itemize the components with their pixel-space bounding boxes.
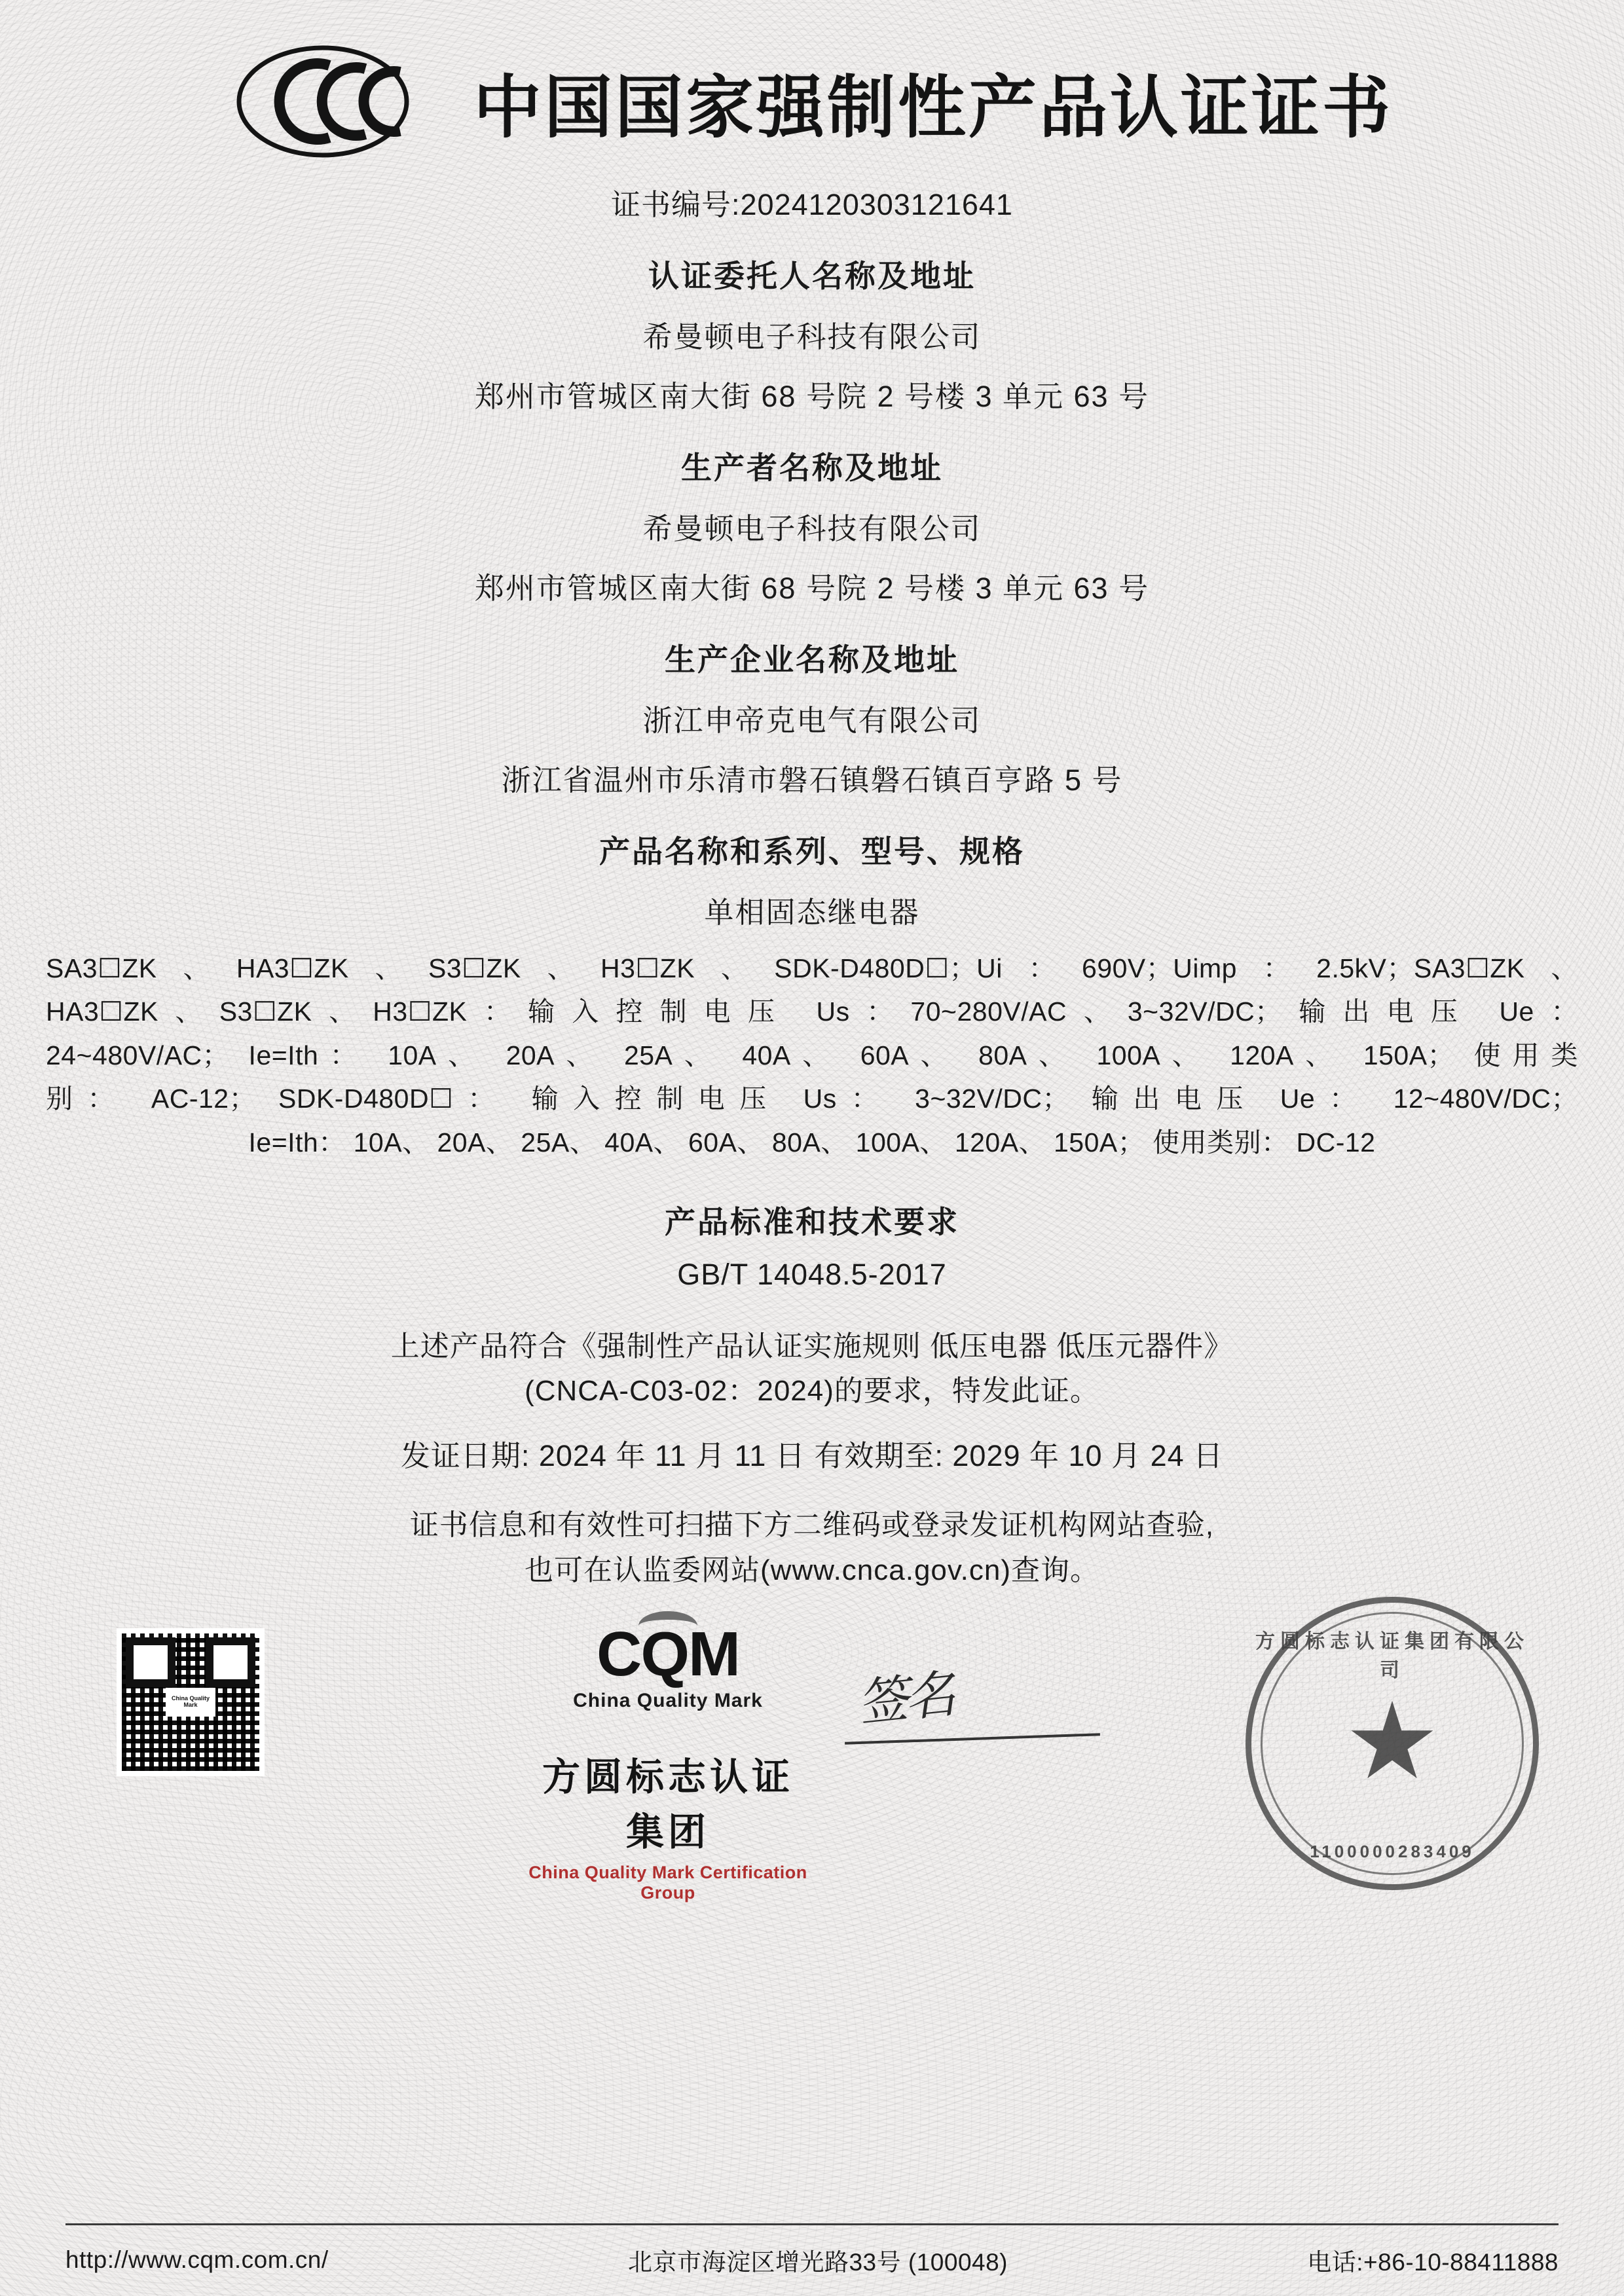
standard-label: 产品标准和技术要求	[665, 1205, 959, 1240]
spec-line: 24~480V/AC； Ie=Ith： 10A、 20A、 25A、 40A、 60A、 80A、 100A、 120A、 150A； 使用类	[46, 1040, 1578, 1070]
product-name: 单相固态继电器	[704, 896, 920, 929]
producer-label: 生产者名称及地址	[681, 450, 943, 485]
page-title: 中国国家强制性产品认证证书	[473, 70, 1393, 146]
compliance-statement	[39, 1324, 1585, 1413]
official-seal	[1246, 1597, 1539, 1890]
product-spec-block	[39, 947, 1585, 1164]
qr-center-label: China Quality Mark	[166, 1688, 215, 1717]
manufacturer-address: 浙江省温州市乐清市磐石镇磐石镇百亨路 5 号	[501, 763, 1123, 797]
cqm-chinese-name: 方圆标志认证集团	[542, 1755, 794, 1853]
statement-line-1: 上述产品符合《强制性产品认证实施规则 低压电器 低压元器件》	[390, 1330, 1234, 1363]
spec-line: SA3☐ZK、HA3☐ZK、S3☐ZK、H3☐ZK、SDK-D480D☐；Ui：690V；Uimp：2.5kV；SA3☐ZK、	[46, 953, 1578, 983]
applicant-name: 希曼顿电子科技有限公司	[642, 320, 982, 354]
producer-name: 希曼顿电子科技有限公司	[642, 512, 982, 545]
issue-and-expiry-dates: 发证日期: 2024 年 11 月 11 日 有效期至: 2029 年 10 月 24 日	[400, 1439, 1224, 1473]
spec-line: 别： AC-12； SDK-D480D☐： 输入控制电压 Us： 3~32V/DC； 输出电压 Ue： 12~480V/DC；	[46, 1084, 1578, 1114]
footer-divider	[65, 2223, 1559, 2225]
manufacturer-name: 浙江申帝克电气有限公司	[642, 704, 982, 737]
ccc-logo-icon	[231, 39, 447, 164]
statement-line-2: (CNCA-C03-02：2024)的要求，特发此证。	[525, 1375, 1099, 1408]
footer-address: 北京市海淀区增光路33号 (100048)	[627, 2249, 1008, 2276]
cqm-arc-icon	[638, 1611, 697, 1637]
verification-line-2: 也可在认监委网站(www.cnca.gov.cn)查询。	[525, 1554, 1099, 1586]
spec-line: Ie=Ith： 10A、 20A、 25A、 40A、 60A、 80A、 100A、 120A、 150A； 使用类别： DC-12	[248, 1127, 1376, 1157]
verification-note	[39, 1503, 1585, 1592]
authorized-signature: 签名	[855, 1665, 955, 1732]
cqm-logo-subtitle: China Quality Mark	[573, 1689, 763, 1711]
standard-value: GB/T 14048.5-2017	[677, 1258, 947, 1292]
manufacturer-label: 生产企业名称及地址	[665, 642, 959, 677]
certificate-header	[39, 0, 1585, 164]
footer-area	[39, 1618, 1585, 1931]
cqm-logo-text: CQM	[597, 1618, 739, 1689]
footer-phone: 电话:+86-10-88411888	[1307, 2249, 1559, 2276]
qr-code[interactable]	[118, 1630, 263, 1775]
applicant-address: 郑州市管城区南大街 68 号院 2 号楼 3 单元 63 号	[474, 380, 1150, 413]
cqm-chinese-subtitle: China Quality Mark Certification Group	[528, 1862, 807, 1903]
product-label: 产品名称和系列、型号、规格	[599, 834, 1025, 869]
footer-contact-bar	[65, 2242, 1559, 2278]
applicant-label: 认证委托人名称及地址	[648, 259, 976, 293]
seal-top-text: 方圆标志认证集团有限公司	[1255, 1630, 1529, 1681]
seal-bottom-text: 1100000283409	[1310, 1841, 1475, 1861]
cqm-logo	[524, 1618, 812, 1689]
spec-line: HA3☐ZK、S3☐ZK、H3☐ZK：输入控制电压 Us：70~280V/AC、3~32V/DC；输出电压 Ue：	[46, 996, 1578, 1027]
certificate-number: 证书编号:2024120303121641	[611, 188, 1013, 221]
footer-website[interactable]: http://www.cqm.com.cn/	[65, 2246, 329, 2273]
verification-line-1: 证书信息和有效性可扫描下方二维码或登录发证机构网站查验,	[409, 1509, 1215, 1542]
producer-address: 郑州市管城区南大街 68 号院 2 号楼 3 单元 63 号	[474, 572, 1150, 605]
cqm-branding	[524, 1618, 812, 1903]
